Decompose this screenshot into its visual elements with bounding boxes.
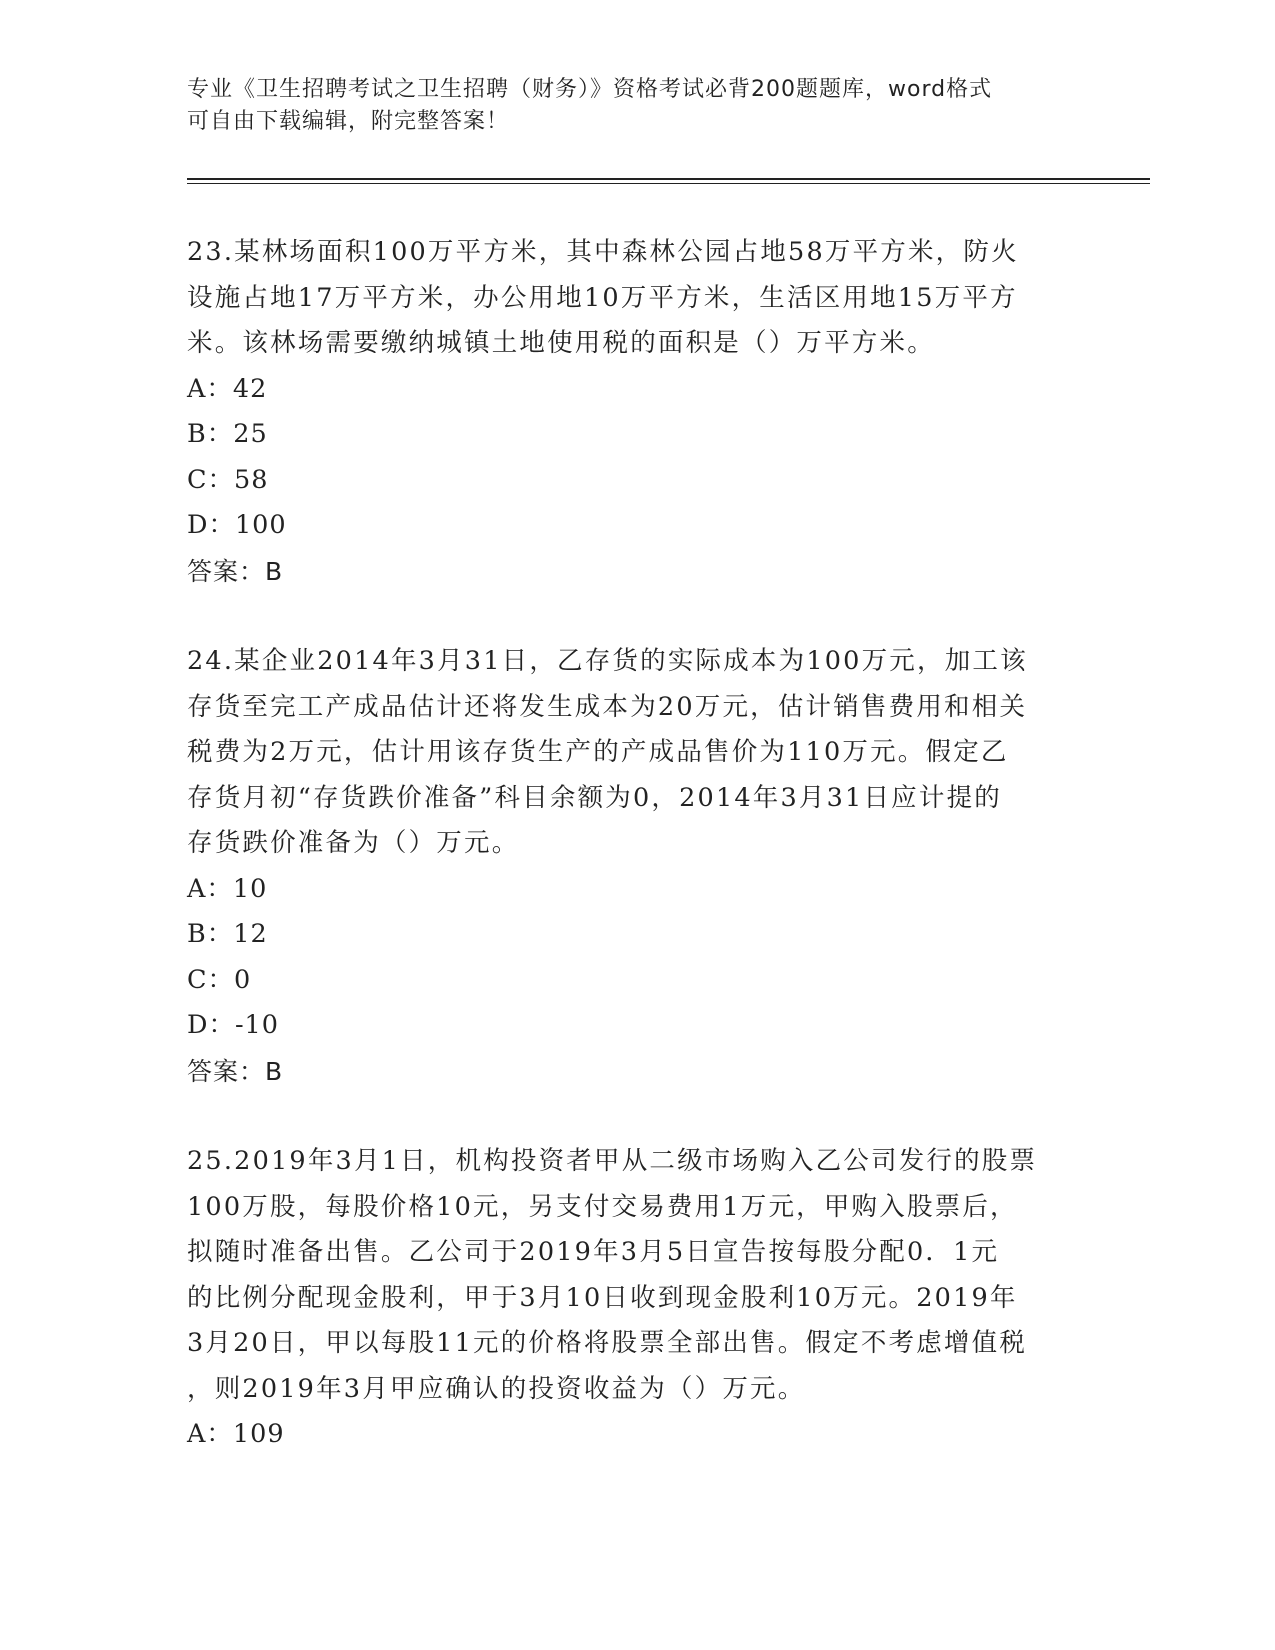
question-line: 3月20日，甲以每股11元的价格将股票全部出售。假定不考虑增值税 [187,1328,1028,1358]
question-list [187,230,1087,1458]
answer: 答案：B [187,556,284,586]
question-line: 存货跌价准备为（）万元。 [187,828,520,858]
header-line-2: 可自由下载编辑，附完整答案！ [187,109,510,134]
question-23 [187,230,1087,594]
question-line: 拟随时准备出售。乙公司于2019年3月5日宣告按每股分配0．1元 [187,1237,1000,1267]
question-line: 23.某林场面积100万平方米，其中森林公园占地58万平方米，防火 [187,237,1019,267]
question-line: 税费为2万元，估计用该存货生产的产成品售价为110万元。假定乙 [187,737,1009,767]
question-line: 25.2019年3月1日，机构投资者甲从二级市场购入乙公司发行的股票 [187,1146,1038,1176]
option-a: A：109 [187,1419,285,1449]
document-header [187,74,1067,138]
question-line: 100万股，每股价格10元，另支付交易费用1万元，甲购入股票后， [187,1191,1018,1222]
question-line: 的比例分配现金股利，甲于3月10日收到现金股利10万元。2019年 [187,1282,1018,1313]
question-line: 米。该林场需要缴纳城镇土地使用税的面积是（）万平方米。 [187,328,935,358]
question-line: 存货月初“存货跌价准备”科目余额为0，2014年3月31日应计提的 [187,782,1002,813]
answer: 答案：B [187,1056,284,1086]
option-d: D：-10 [187,1010,280,1040]
option-d: D：100 [187,510,287,540]
option-a: A：42 [187,373,268,404]
option-b: B：12 [187,919,268,949]
question-24 [187,639,1087,1094]
question-25 [187,1139,1087,1458]
question-line: 设施占地17万平方米，办公用地10万平方米，生活区用地15万平方 [187,282,1018,313]
option-b: B：25 [187,419,268,449]
question-line: ，则2019年3月甲应确认的投资收益为（）万元。 [187,1373,806,1404]
header-divider-thick [187,178,1150,180]
header-divider-thin [187,183,1150,184]
question-line: 24.某企业2014年3月31日，乙存货的实际成本为100万元，加工该 [187,646,1028,676]
option-a: A：10 [187,873,268,904]
header-line-1: 专业《卫生招聘考试之卫生招聘（财务）》资格考试必背200题题库，word格式 [187,77,993,102]
option-c: C：0 [187,964,252,995]
option-c: C：58 [187,464,269,495]
question-line: 存货至完工产成品估计还将发生成本为20万元，估计销售费用和相关 [187,691,1028,722]
